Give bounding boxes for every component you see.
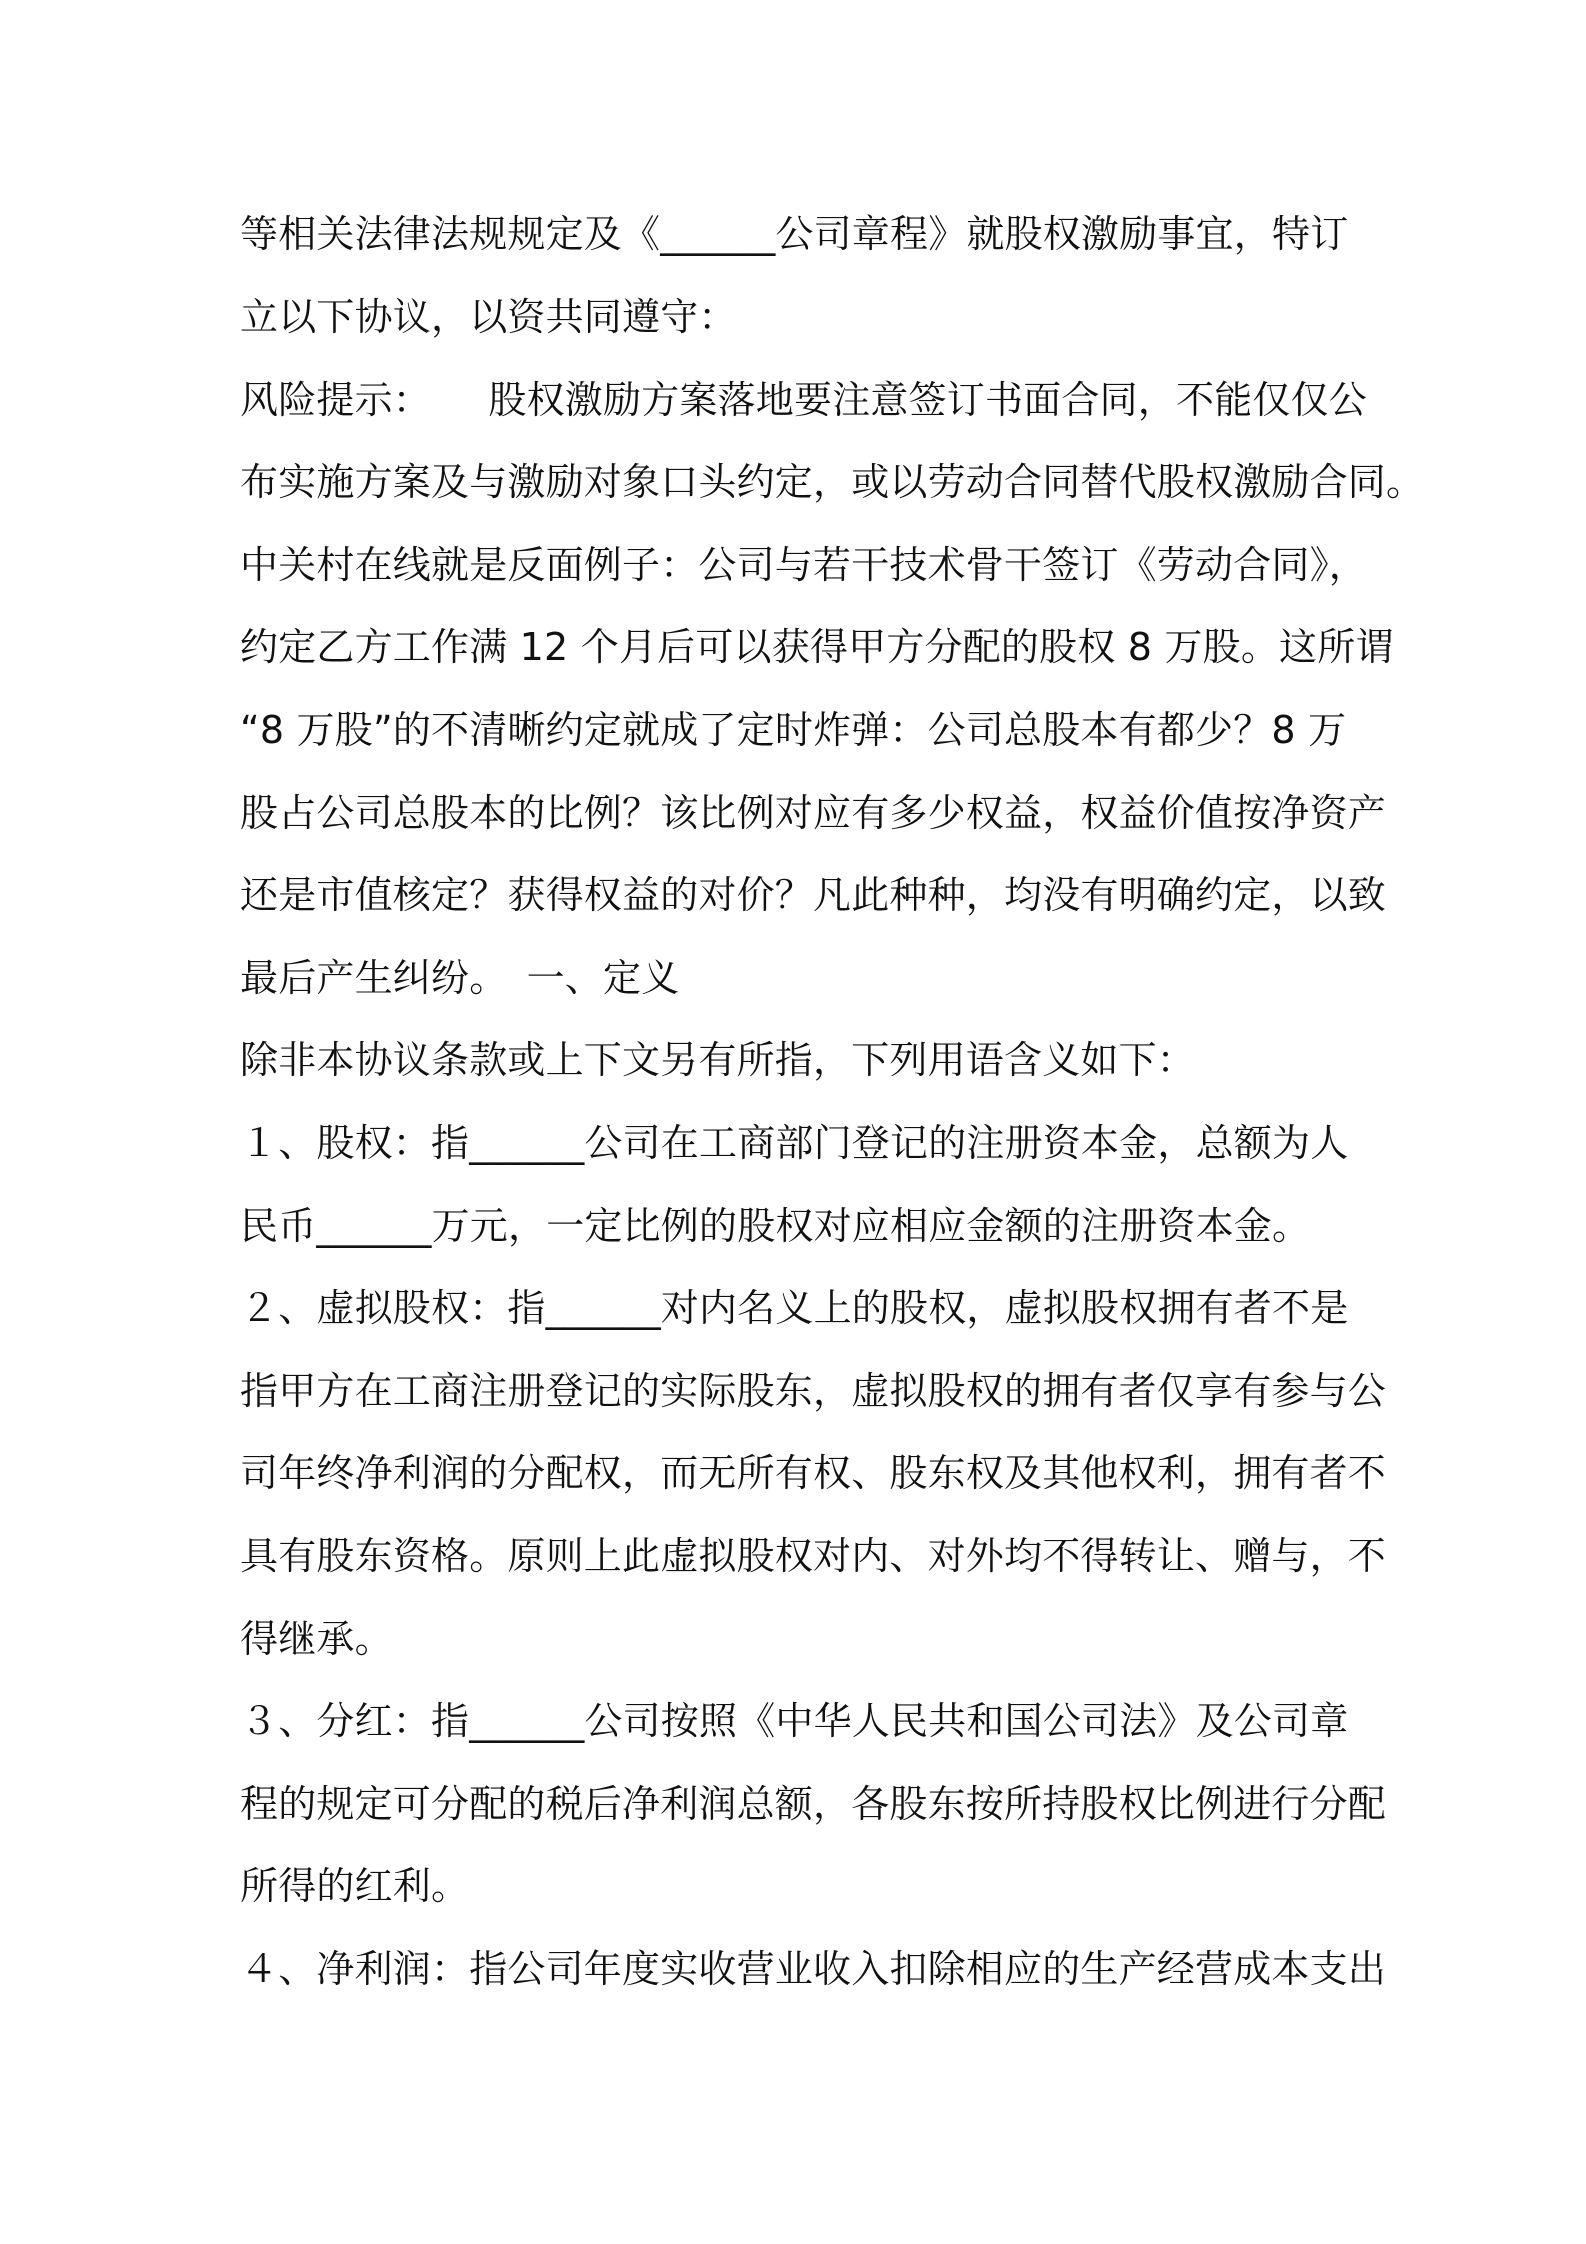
text-line: 约定乙方工作满 12 个月后可以获得甲方分配的股权 8 万股。这所谓 bbox=[240, 625, 1394, 669]
text-line: ３、分红：指______公司按照《中华人民共和国公司法》及公司章 bbox=[240, 1699, 1349, 1743]
text-line: 中关村在线就是反面例子：公司与若干技术骨干签订《劳动合同》， bbox=[240, 543, 1368, 587]
text-line: 还是市值核定？获得权益的对价？凡此种种，均没有明确约定，以致 bbox=[240, 873, 1387, 917]
text-line: 立以下协议，以资共同遵守： bbox=[240, 295, 737, 339]
text-line: 所得的红利。 bbox=[240, 1864, 470, 1908]
text-line: １、股权：指______公司在工商部门登记的注册资本金，总额为人 bbox=[240, 1121, 1349, 1165]
text-line: 指甲方在工商注册登记的实际股东，虚拟股权的拥有者仅享有参与公 bbox=[240, 1369, 1387, 1413]
text-line: 等相关法律法规规定及《______公司章程》就股权激励事宜，特订 bbox=[240, 212, 1349, 256]
text-line: ２、虚拟股权：指______对内名义上的股权，虚拟股权拥有者不是 bbox=[240, 1286, 1349, 1330]
text-line: 风险提示： 股权激励方案落地要注意签订书面合同，不能仅仅公 bbox=[240, 378, 1368, 422]
text-line: 司年终净利润的分配权，而无所有权、股东权及其他权利，拥有者不 bbox=[240, 1451, 1387, 1495]
text-line: “8 万股”的不清晰约定就成了定时炸弹：公司总股本有都少？8 万 bbox=[240, 708, 1347, 752]
text-line: 程的规定可分配的税后净利润总额，各股东按所持股权比例进行分配 bbox=[240, 1782, 1387, 1826]
text-line: 最后产生纠纷。 一、定义 bbox=[240, 956, 680, 1000]
text-line: 股占公司总股本的比例？该比例对应有多少权益，权益价值按净资产 bbox=[240, 791, 1387, 835]
text-line: 布实施方案及与激励对象口头约定，或以劳动合同替代股权激励合同。 bbox=[240, 460, 1425, 504]
text-line: 民币______万元，一定比例的股权对应相应金额的注册资本金。 bbox=[240, 1204, 1311, 1248]
text-line: 除非本协议条款或上下文另有所指，下列用语含义如下： bbox=[240, 1038, 1196, 1082]
text-line: ４、净利润：指公司年度实收营业收入扣除相应的生产经营成本支出 bbox=[240, 1947, 1387, 1991]
text-line: 得继承。 bbox=[240, 1617, 393, 1661]
text-line: 具有股东资格。原则上此虚拟股权对内、对外均不得转让、赠与，不 bbox=[240, 1534, 1387, 1578]
